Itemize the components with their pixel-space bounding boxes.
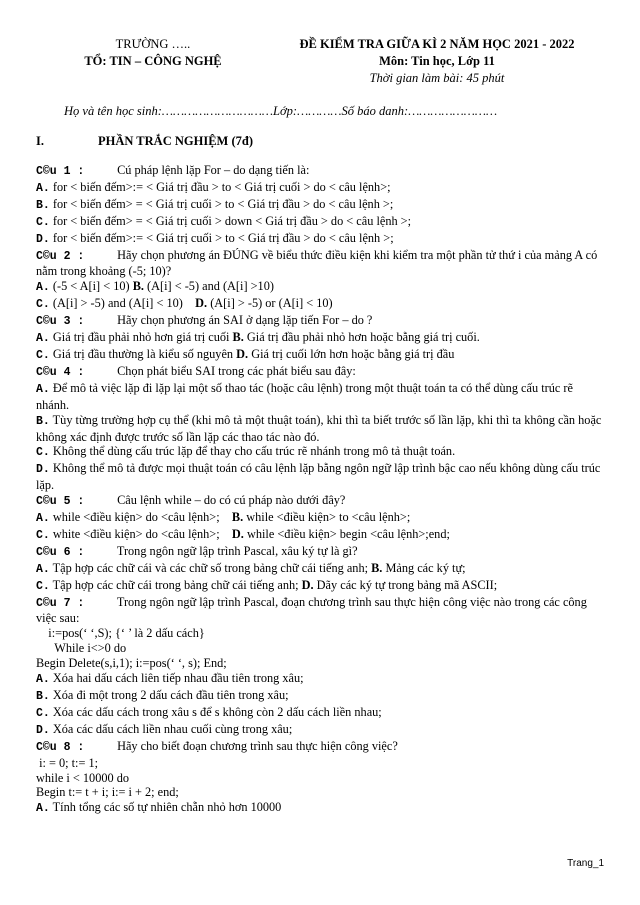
page-footer: Trang_1 <box>567 858 604 869</box>
answer-label: A. <box>36 181 50 195</box>
question-text: Hãy chọn phương án SAI ở dạng lặp tiến For – do ? <box>117 313 373 328</box>
question-label: C©u 2 : <box>36 249 85 263</box>
answer-line <box>36 279 604 296</box>
answer-text: while <điều kiện> do <câu lệnh>; <box>52 510 220 525</box>
answer-text: Không thể mô tả được mọi thuật toán có câu lệnh lặp bằng ngôn ngữ lập trình bậc cao nếu không dùng cấu trúc lặp. <box>36 461 601 493</box>
answer-text-second: Mảng các ký tự; <box>385 560 466 575</box>
answer-label: B. <box>36 198 50 212</box>
question-text: Hãy chọn phương án ĐÚNG về biểu thức điều kiện khi kiểm tra một phần tử thứ i của mảng A có nằm trong khoảng (-5; 10)? <box>36 247 598 279</box>
question-line <box>36 313 604 330</box>
question-line <box>36 248 604 280</box>
question-label: C©u 4 : <box>36 365 85 379</box>
answer-text: for < biến đếm> = < Giá trị cuối > down < Giá trị đầu > do < câu lệnh >; <box>52 213 412 228</box>
question-text: Hãy cho biết đoạn chương trình sau thực hiện công việc? <box>117 738 398 753</box>
answer-text: (-5 < A[i] < 10) <box>52 279 130 294</box>
question-line <box>36 595 604 627</box>
question-label: C©u 7 : <box>36 596 85 610</box>
question-label: C©u 5 : <box>36 495 85 509</box>
answer-label: C. <box>36 528 50 542</box>
answer-line <box>36 296 604 313</box>
answer-label: C. <box>36 579 50 593</box>
answer-line <box>36 347 604 364</box>
answer-label-second: B. <box>132 279 144 294</box>
question-line <box>36 739 604 756</box>
answer-line <box>36 800 604 817</box>
code-line: While i<>0 do <box>36 641 127 656</box>
code-line: Begin t:= t + i; i:= i + 2; end; <box>36 785 179 800</box>
answer-text-second: Dãy các ký tự trong bảng mã ASCII; <box>316 577 498 592</box>
answer-text-second: (A[i] > -5) or (A[i] < 10) <box>210 296 333 311</box>
answer-label: A. <box>36 673 50 687</box>
answer-text: Tính tổng các số tự nhiên chẵn nhỏ hơn 10000 <box>52 800 282 815</box>
answer-line <box>36 381 604 413</box>
answer-line <box>36 671 604 688</box>
question-line <box>36 364 604 381</box>
answer-label: C. <box>36 298 50 312</box>
answer-label: B. <box>36 690 50 703</box>
question-label: C©u 6 : <box>36 545 85 559</box>
student-info-line: Họ và tên học sinh:…………………………Lớp:…………Số báo danh:…………………… <box>64 104 498 118</box>
answer-line <box>36 180 604 197</box>
exam-title: ĐỀ KIỂM TRA GIỮA KÌ 2 NĂM HỌC 2021 - 2022 <box>299 37 575 51</box>
answer-label: A. <box>36 332 50 346</box>
answer-line <box>36 561 604 578</box>
answer-label: B. <box>36 414 50 428</box>
answer-text-second: Giá trị cuối lớn hơn hoặc bằng giá trị đầu <box>251 346 455 361</box>
answer-text: for < biến đếm> = < Giá trị cuối > to < Giá trị đầu > do < câu lệnh >; <box>52 196 394 211</box>
question-text: Cú pháp lệnh lặp For – do dạng tiến là: <box>117 163 310 177</box>
answer-text: Xóa đi một trong 2 dấu cách đầu tiên trong xâu; <box>52 688 289 702</box>
section-heading <box>36 134 253 149</box>
answer-line <box>36 231 604 248</box>
time-line: Thời gian làm bài: 45 phút <box>369 71 505 85</box>
answer-text: Giá trị đầu phải nhỏ hơn giá trị cuối <box>52 330 230 345</box>
answer-label: C. <box>36 446 50 460</box>
code-line: Begin Delete(s,i,1); i:=pos(‘ ‘, s); End; <box>36 656 227 671</box>
answer-label: C. <box>36 348 50 362</box>
answer-text: Tập hợp các chữ cái và các chữ số trong bảng chữ cái tiếng anh; <box>52 560 369 575</box>
question-text: Câu lệnh while – do có cú pháp nào dưới đây? <box>117 493 346 508</box>
answer-label-second: D. <box>301 577 314 592</box>
answer-label: C. <box>36 215 50 229</box>
question-text: Trong ngôn ngữ lập trình Pascal, đoạn chương trình sau thực hiện công việc nào trong các công việc sau: <box>36 594 587 626</box>
question-label: C©u 1 : <box>36 165 85 178</box>
answer-line <box>36 214 604 231</box>
answer-label: A. <box>36 512 50 526</box>
questions-body <box>36 163 604 817</box>
code-line: i:=pos(‘ ‘,S); {‘ ’ là 2 dấu cách} <box>36 626 205 641</box>
answer-line <box>36 527 604 544</box>
school-name: TRƯỜNG ….. <box>115 37 191 51</box>
answer-label: A. <box>36 562 50 576</box>
answer-line <box>36 444 604 461</box>
question-line <box>36 163 604 180</box>
answer-text: (A[i] > -5) and (A[i] < 10) <box>52 296 183 311</box>
question-line <box>36 544 604 561</box>
code-line: while i < 10000 do <box>36 770 130 785</box>
answer-line <box>36 578 604 595</box>
question-label: C©u 8 : <box>36 740 85 754</box>
question-text: Chọn phát biểu SAI trong các phát biểu sau đây: <box>117 363 356 378</box>
answer-text-second: while <điều kiện> to <câu lệnh>; <box>246 510 411 525</box>
answer-label: D. <box>36 232 50 246</box>
header-left <box>48 36 258 70</box>
answer-line <box>36 461 604 493</box>
answer-text: Giá trị đầu thường là kiểu số nguyên <box>52 346 234 361</box>
answer-text-second: Giá trị đầu phải nhỏ hơn hoặc bằng giá trị cuối. <box>246 330 480 345</box>
answer-line <box>36 705 604 722</box>
question-text: Trong ngôn ngữ lập trình Pascal, xâu ký tự là gì? <box>116 543 358 558</box>
answer-label-second: B. <box>371 560 383 575</box>
answer-line <box>36 413 604 445</box>
answer-line <box>36 197 604 214</box>
answer-line <box>36 510 604 527</box>
department-name: TỔ: TIN – CÔNG NGHỆ <box>84 54 222 68</box>
answer-label: D. <box>36 723 50 737</box>
answer-label: D. <box>36 463 50 477</box>
section-number: I. <box>36 134 44 148</box>
answer-line <box>36 688 604 705</box>
answer-text: Tùy từng trường hợp cụ thể (khi mô tả một thuật toán), khi thì ta biết trước số lần lặp, khi thì ta không cần hoặc không xác định được trước số lần lặp các thao tác nào đó. <box>36 412 602 444</box>
answer-label: A. <box>36 802 50 816</box>
answer-text: Xóa các dấu cách trong xâu s để s không còn 2 dấu cách liền nhau; <box>52 704 382 719</box>
answer-text-second: while <điều kiện> begin <câu lệnh>;end; <box>246 526 450 541</box>
answer-text: Xóa các dấu cách liền nhau cuối cùng trong xâu; <box>52 721 293 736</box>
answer-text: white <điều kiện> do <câu lệnh>; <box>52 526 220 541</box>
answer-label-second: D. <box>231 526 244 541</box>
answer-label-second: D. <box>195 296 208 311</box>
answer-text-second: (A[i] < -5) and (A[i] >10) <box>147 279 274 294</box>
section-title: PHẦN TRẮC NGHIỆM (7đ) <box>98 134 253 148</box>
header-right <box>262 36 612 87</box>
answer-text: Xóa hai dấu cách liên tiếp nhau đầu tiên trong xâu; <box>52 671 304 686</box>
question-label: C©u 3 : <box>36 315 85 329</box>
answer-label: C. <box>36 706 50 720</box>
answer-text: Để mô tả việc lặp đi lặp lại một số thao tác (hoặc câu lệnh) trong một thuật toán ta có thể dùng cấu trúc rẽ nhánh. <box>36 380 573 412</box>
answer-label: A. <box>36 382 50 396</box>
answer-line <box>36 330 604 347</box>
subject-line: Môn: Tin học, Lớp 11 <box>379 54 495 68</box>
code-line: i: = 0; t:= 1; <box>36 755 99 770</box>
answer-text: for < biến đếm>:= < Giá trị cuối > to < Giá trị đầu > do < câu lệnh >; <box>52 230 394 245</box>
answer-text: Không thể dùng cấu trúc lặp để thay cho cấu trúc rẽ nhánh trong mô tả thuật toán. <box>52 444 456 459</box>
answer-line <box>36 722 604 739</box>
answer-label-second: D. <box>236 346 249 361</box>
answer-label-second: B. <box>231 510 244 525</box>
answer-text: Tập hợp các chữ cái trong bảng chữ cái tiếng anh; <box>52 577 299 592</box>
question-line <box>36 493 604 510</box>
answer-text: for < biến đếm>:= < Giá trị đầu > to < Giá trị cuối > do < câu lệnh>; <box>52 179 391 194</box>
answer-label-second: B. <box>232 330 244 345</box>
answer-label: A. <box>36 281 50 295</box>
